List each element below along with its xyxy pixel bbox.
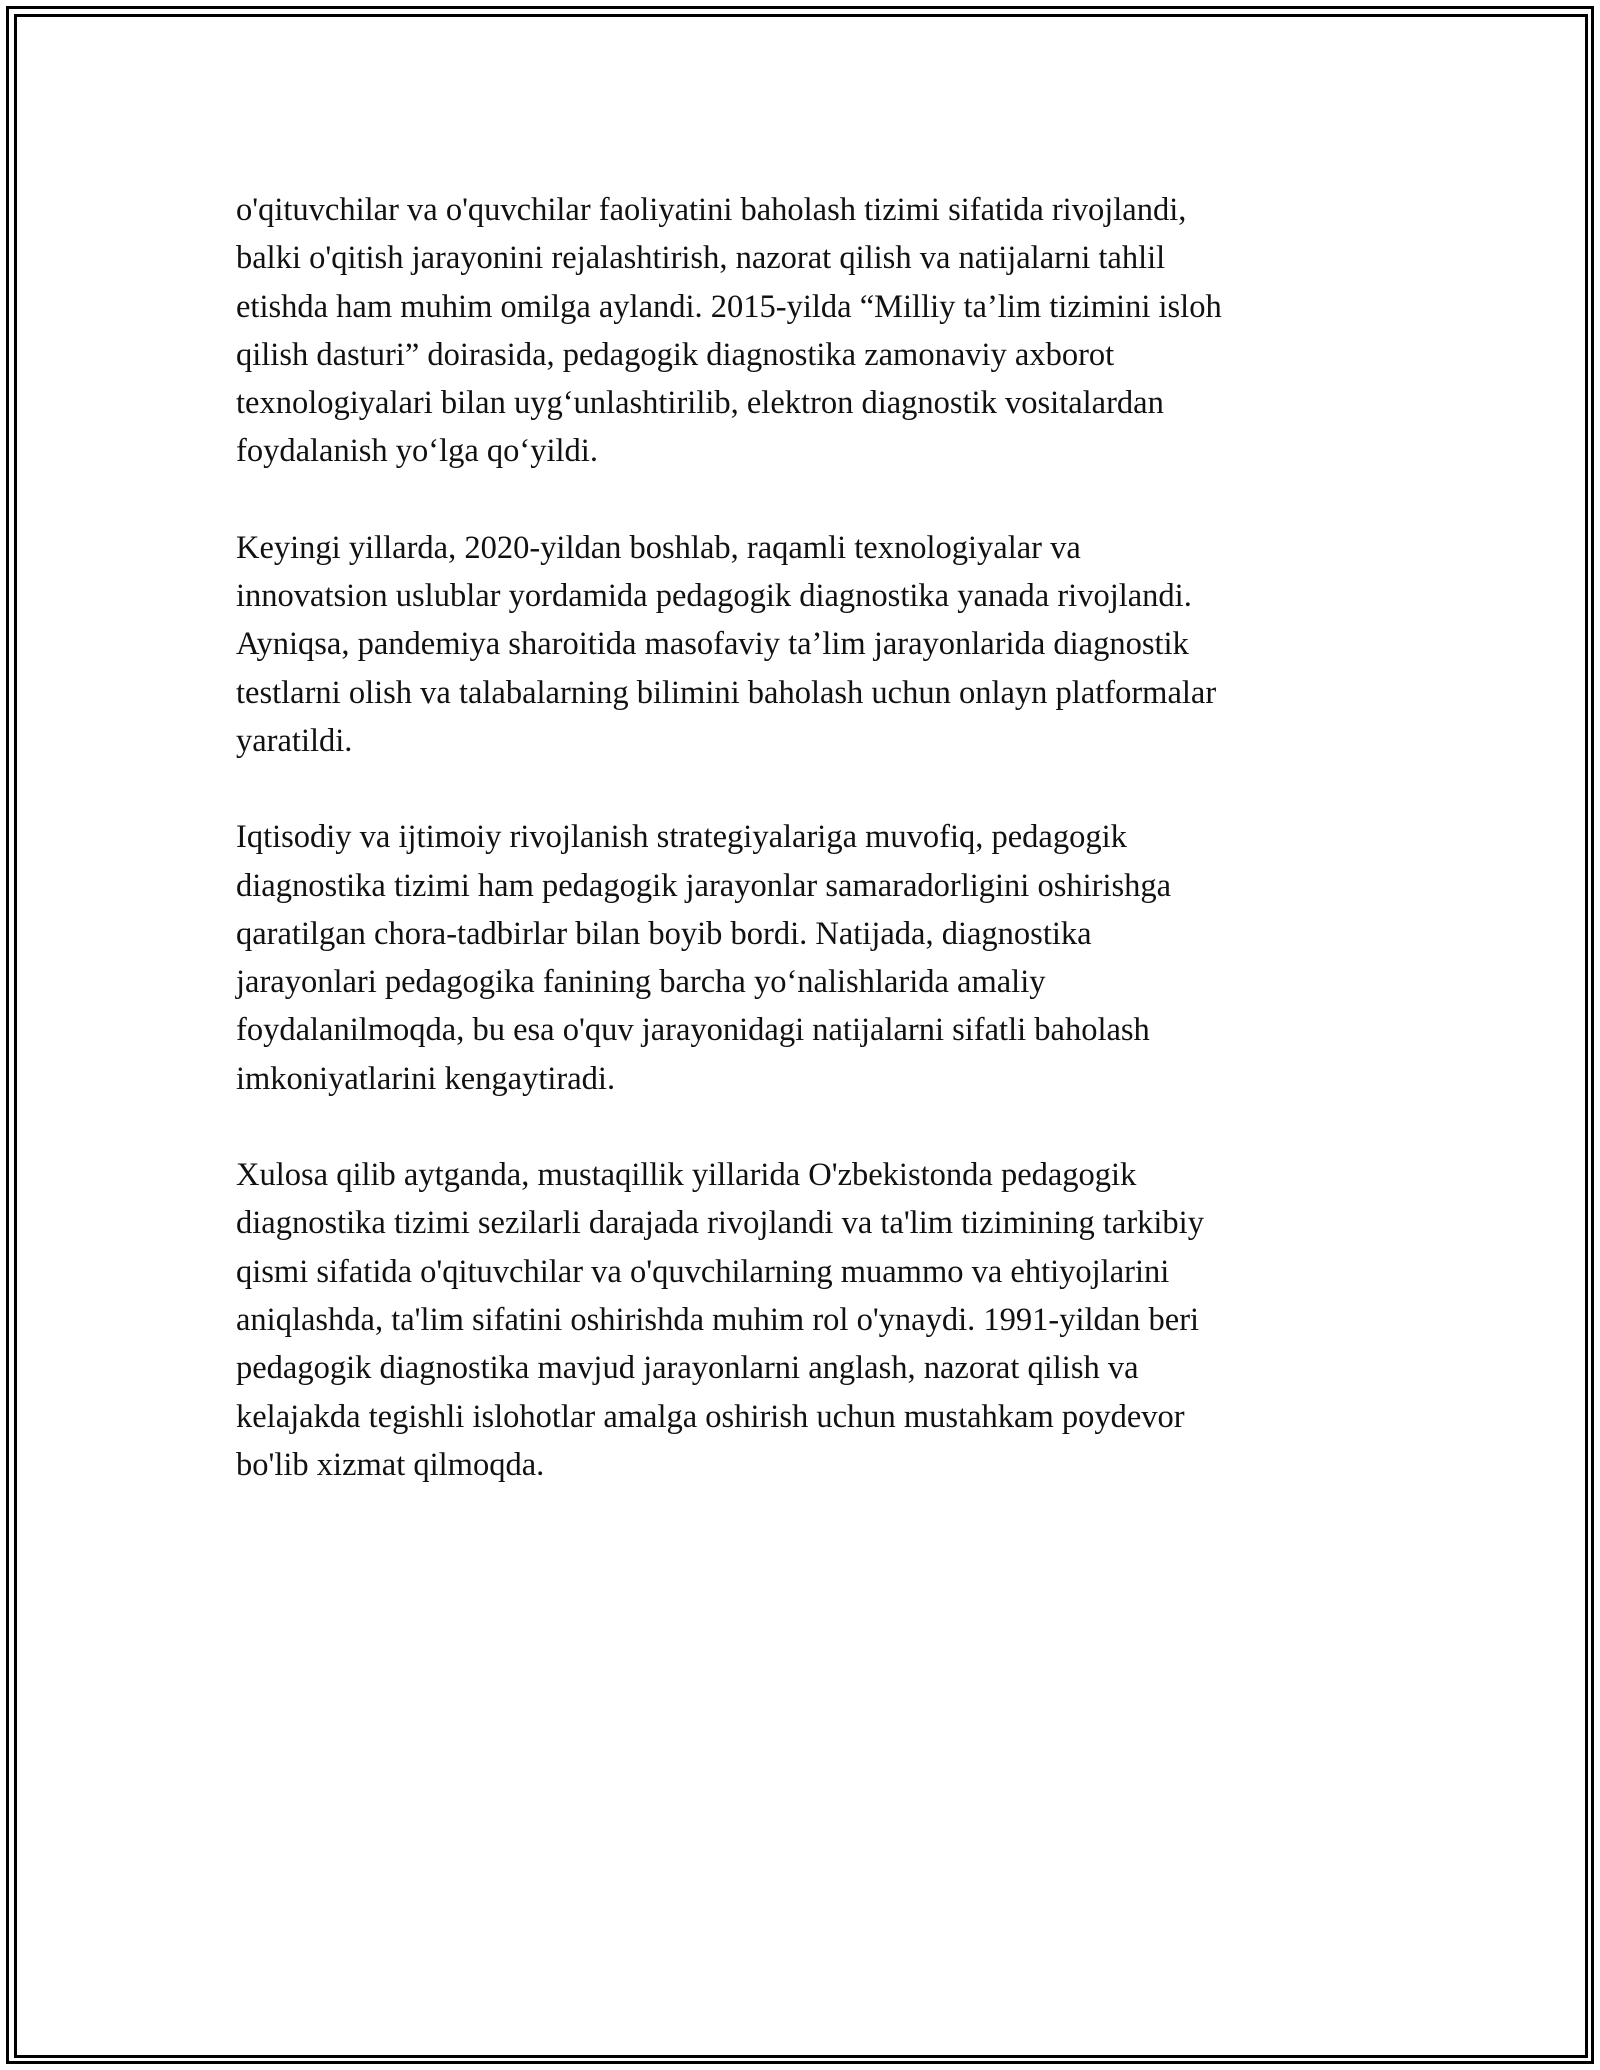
text-line: Iqtisodiy va ijtimoiy rivojlanish strategiyalariga muvofiq, pedagogik [236,819,1127,856]
text-line: Keyingi yillarda, 2020-yildan boshlab, raqamli texnologiyalar va [236,529,1081,566]
text-line: jarayonlari pedagogika fanining barcha yo‘nalishlarida amaliy [236,964,1046,1001]
text-line: kelajakda tegishli islohotlar amalga oshirish uchun mustahkam poydevor [236,1398,1185,1435]
text-line: bo'lib xizmat qilmoqda. [236,1446,545,1483]
document-body [236,186,1366,1537]
paragraph-1 [236,186,1366,476]
paragraph-3 [236,813,1366,1103]
text-line: o'qituvchilar va o'quvchilar faoliyatini baholash tizimi sifatida rivojlandi, [236,192,1187,228]
text-line: pedagogik diagnostika mavjud jarayonlarni anglash, nazorat qilish va [236,1350,1139,1387]
text-line: qaratilgan chora-tadbirlar bilan boyib bordi. Natijada, diagnostika [236,915,1092,952]
text-line: balki o'qitish jarayonini rejalashtirish, nazorat qilish va natijalarni tahlil [236,240,1166,277]
text-line: yaratildi. [236,722,353,759]
text-line: aniqlashda, ta'lim sifatini oshirishda muhim rol o'ynaydi. 1991-yildan beri [236,1301,1200,1338]
text-line: etishda ham muhim omilga aylandi. 2015-yilda “Milliy ta’lim tizimini isloh [236,288,1222,325]
text-line: qilish dasturi” doirasida, pedagogik diagnostika zamonaviy axborot [236,336,1115,373]
text-line: texnologiyalari bilan uyg‘unlashtirilib, elektron diagnostik vositalardan [236,385,1164,422]
text-line: qismi sifatida o'qituvchilar va o'quvchilarning muammo va ehtiyojlarini [236,1253,1170,1290]
text-line: diagnostika tizimi sezilarli darajada rivojlandi va ta'lim tizimining tarkibiy [236,1205,1204,1242]
paragraph-4 [236,1151,1366,1489]
text-line: foydalanilmoqda, bu esa o'quv jarayonidagi natijalarni sifatli baholash [236,1012,1150,1049]
text-line: testlarni olish va talabalarning bilimini baholash uchun onlayn platformalar [236,674,1217,711]
text-line: Xulosa qilib aytganda, mustaqillik yillarida O'zbekistonda pedagogik [236,1157,1137,1194]
text-line: imkoniyatlarini kengaytiradi. [236,1060,616,1097]
text-line: foydalanish yo‘lga qo‘yildi. [236,433,598,470]
text-line: Ayniqsa, pandemiya sharoitida masofaviy ta’lim jarayonlarida diagnostik [236,626,1189,663]
text-line: diagnostika tizimi ham pedagogik jarayonlar samaradorligini oshirishga [236,867,1172,904]
paragraph-2 [236,524,1366,765]
text-line: innovatsion uslublar yordamida pedagogik diagnostika yanada rivojlandi. [236,578,1192,615]
